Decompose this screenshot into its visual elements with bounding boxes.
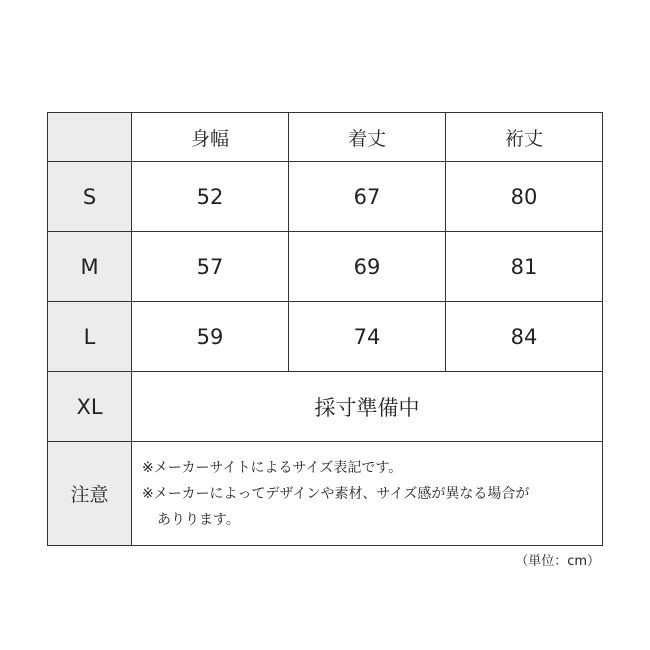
cell-m-body-length: 69: [289, 232, 446, 302]
table-header-row: [48, 113, 603, 162]
header-corner-cell: [48, 113, 132, 162]
note-line-3: ありります。: [157, 511, 240, 528]
table-row-xl: [48, 372, 603, 442]
header-chest-width: 身幅: [132, 113, 289, 162]
size-label-l: L: [48, 302, 132, 372]
size-label-xl: XL: [48, 372, 132, 442]
cell-l-sleeve-length: 84: [446, 302, 603, 372]
header-body-length: 着丈: [289, 113, 446, 162]
note-line-1: ※メーカーサイトによるサイズ表記です。: [142, 459, 403, 476]
cell-l-body-length: 74: [289, 302, 446, 372]
header-sleeve-length: 裄丈: [446, 113, 603, 162]
size-label-m: M: [48, 232, 132, 302]
table-row-m: [48, 232, 603, 302]
size-chart-table: [47, 112, 603, 546]
note-line-2: ※メーカーによってデザインや素材、サイズ感が異なる場合が: [142, 485, 530, 502]
table-row-l: [48, 302, 603, 372]
cell-m-chest-width: 57: [132, 232, 289, 302]
unit-label: （単位：cm）: [515, 554, 600, 569]
table-row-s: [48, 162, 603, 232]
notes-content: [132, 442, 603, 546]
size-label-s: S: [48, 162, 132, 232]
cell-s-chest-width: 52: [132, 162, 289, 232]
cell-m-sleeve-length: 81: [446, 232, 603, 302]
table-row-notes: [48, 442, 603, 546]
cell-s-sleeve-length: 80: [446, 162, 603, 232]
xl-measurement-pending: 採寸準備中: [132, 372, 603, 442]
cell-l-chest-width: 59: [132, 302, 289, 372]
notes-label: 注意: [48, 442, 132, 546]
cell-s-body-length: 67: [289, 162, 446, 232]
